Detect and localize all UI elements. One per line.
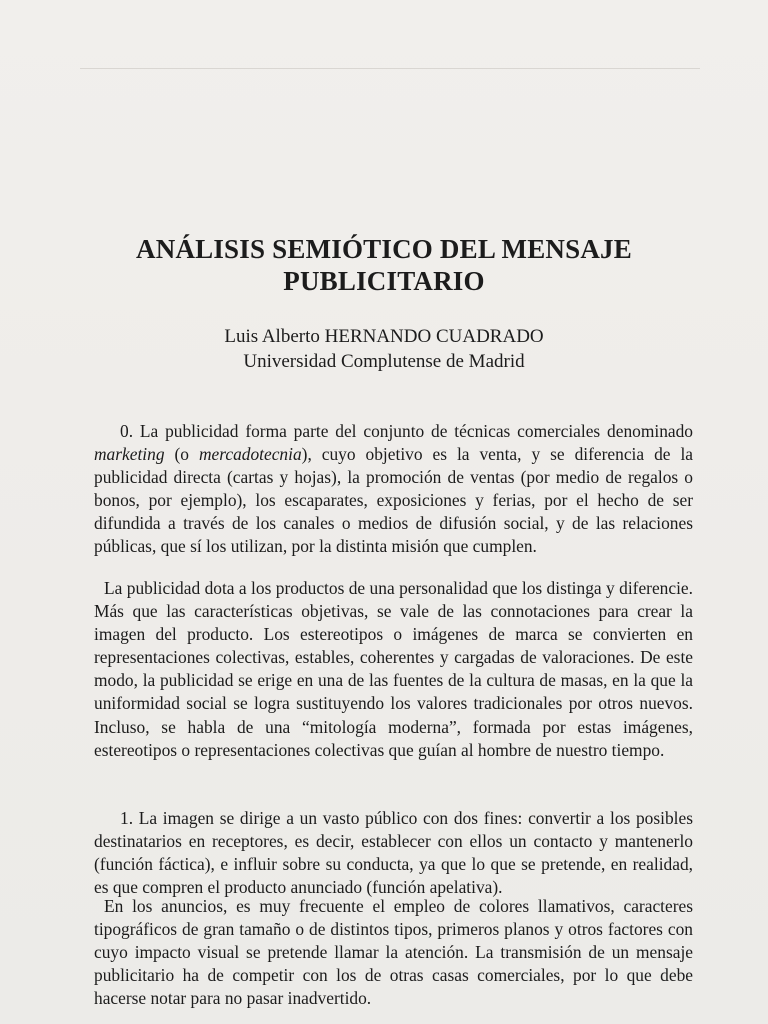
paragraph-1: La publicidad dota a los productos de una personalidad que los distinga y diferencie. Más que las características objetivas, se vale de las connotaciones para crear la imagen del producto. Los estereotipos o imágenes de marca se convierten en representaciones colectivas, estables, coherentes y cargadas de valoraciones. De este modo, la publicidad se erige en una de las fuentes de la cultura de masas, en la que la uniformidad social se logra sustituyendo los valores tradicionales por otros nuevos. Incluso, se habla de una “mitología moderna”, formada por estas imágenes, estereotipos o representaciones colectivas que guían al hombre de nuestro tiempo.	[94, 578, 693, 760]
paragraph-0-text-c: ), cuyo objetivo es la venta, y se diferencia de la publicidad directa (cartas y hojas), la promoción de ventas (por medio de regalos o bonos, por ejemplo), los escaparates, exposiciones y ferias, por el hecho de ser difundida a través de los canales o medios de difusión social, y de las relaciones públicas, que sí los utilizan, por la distinta misión que cumplen.	[94, 444, 693, 557]
paragraph-0-text-a: 0. La publicidad forma parte del conjunto de técnicas comerciales denominado	[120, 421, 693, 441]
paragraph-0	[94, 420, 693, 559]
article-title: ANÁLISIS SEMIÓTICO DEL MENSAJE PUBLICITARIO	[136, 234, 632, 296]
term-marketing: marketing	[94, 444, 165, 465]
paragraph-3: En los anuncios, es muy frecuente el empleo de colores llamativos, caracteres tipográficos de gran tamaño o de distintos tipos, primeros planos y otros factores con cuyo impacto visual se pretende llamar la atención. La transmisión de un mensaje publicitario ha de competir con los de otras casas comerciales, por lo que debe hacerse notar para no pasar inadvertido.	[94, 896, 693, 1009]
author-name: Luis Alberto HERNANDO CUADRADO	[224, 326, 544, 347]
bleed-through-header	[80, 46, 700, 69]
term-mercadotecnia: mercadotecnia	[198, 444, 302, 465]
paragraph-2: 1. La imagen se dirige a un vasto público con dos fines: convertir a los posibles destinatarios en receptores, es decir, establecer con ellos un contacto y mantenerlo (función fáctica), e influir sobre su conducta, ya que lo que se pretende, en realidad, es que compren el producto anunciado (función apelativa).	[94, 808, 693, 898]
paragraph-0-text-b: (o	[164, 444, 199, 465]
author-affiliation: Universidad Complutense de Madrid	[243, 351, 525, 372]
